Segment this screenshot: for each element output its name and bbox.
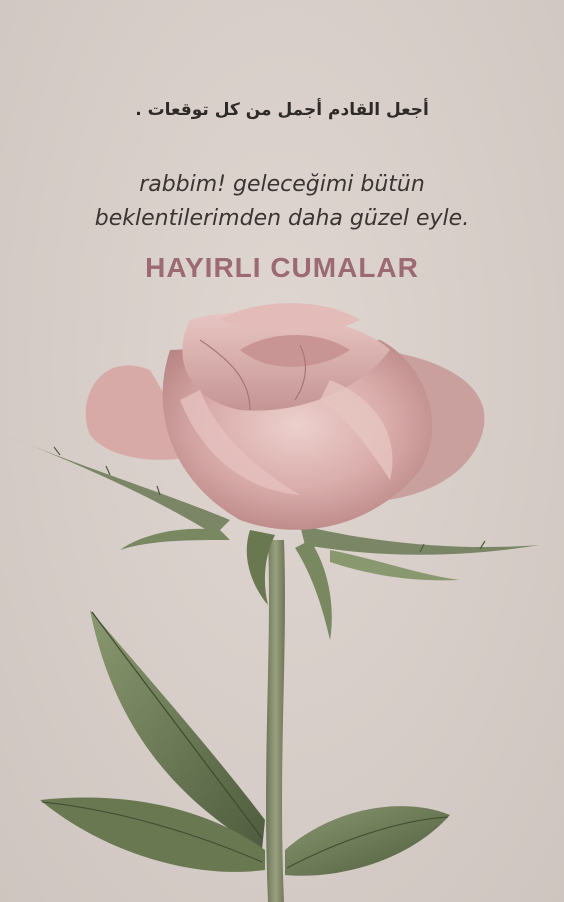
prayer-line-1: rabbim! geleceğimi bütün: [139, 172, 425, 197]
prayer-text: [40, 168, 524, 236]
sepal-right-2: [295, 540, 332, 640]
stem: [266, 540, 285, 902]
sepal-right: [300, 525, 540, 555]
rose-illustration: [0, 290, 564, 902]
headline-text: HAYIRLI CUMALAR: [145, 252, 419, 283]
sepal-right-3: [330, 550, 460, 580]
prayer-line-2: beklentilerimden daha güzel eyle.: [94, 206, 470, 231]
sepal-left-2: [120, 529, 230, 550]
arabic-text: أجعل القادم أجمل من كل توقعات .: [135, 100, 429, 120]
leaf-right: [285, 806, 450, 876]
